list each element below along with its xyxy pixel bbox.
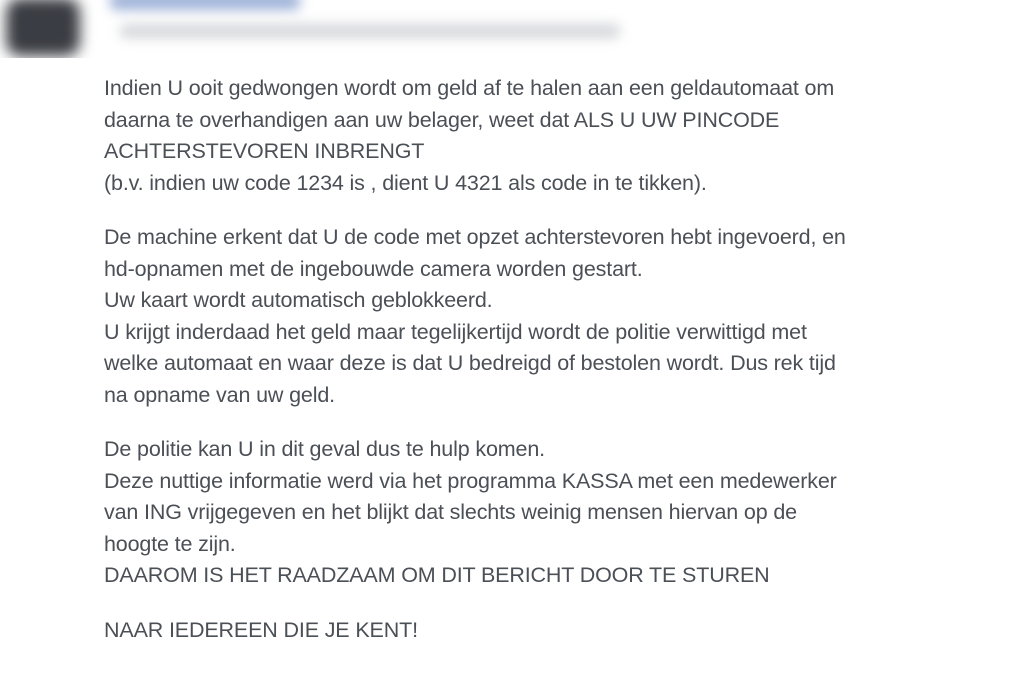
- text-line: De machine erkent dat U de code met opzet achterstevoren hebt ingevoerd, en: [104, 225, 846, 249]
- text-line: (b.v. indien uw code 1234 is , dient U 4321 als code in te tikken).: [104, 170, 707, 195]
- text-line: DAAROM IS HET RAADZAAM OM DIT BERICHT DOOR TE STUREN: [104, 563, 770, 587]
- avatar[interactable]: [6, 0, 80, 56]
- text-line: Uw kaart wordt automatisch geblokkeerd.: [104, 288, 493, 312]
- text-line: NAAR IEDEREEN DIE JE KENT!: [104, 617, 418, 642]
- post-meta: [120, 24, 620, 38]
- post-paragraph: [104, 73, 1009, 199]
- post-paragraph: [104, 615, 1009, 647]
- text-line: U krijgt inderdaad het geld maar tegelijkertijd wordt de politie verwittigd met: [104, 319, 807, 344]
- post-body: [104, 73, 1009, 669]
- text-line: van ING vrijgegeven en het blijkt dat slechts weinig mensen hiervan op de: [104, 500, 797, 524]
- text-line: hoogte te zijn.: [104, 531, 236, 556]
- author-name[interactable]: [110, 0, 300, 10]
- text-line: Indien U ooit gedwongen wordt om geld af te halen aan een geldautomaat om: [104, 76, 835, 100]
- post-paragraph: [104, 222, 1009, 411]
- text-line: De politie kan U in dit geval dus te hulp komen.: [104, 437, 545, 461]
- text-line: hd-opnamen met de ingebouwde camera worden gestart.: [104, 256, 643, 281]
- text-line: welke automaat en waar deze is dat U bedreigd of bestolen wordt. Dus rek tijd: [104, 351, 836, 375]
- text-line: Deze nuttige informatie werd via het programma KASSA met een medewerker: [104, 468, 837, 493]
- text-line: na opname van uw geld.: [104, 382, 335, 407]
- post-header: [0, 0, 660, 58]
- post-paragraph: [104, 434, 1009, 592]
- text-line: ACHTERSTEVOREN INBRENGT: [104, 139, 425, 163]
- text-line: daarna te overhandigen aan uw belager, weet dat ALS U UW PINCODE: [104, 107, 780, 132]
